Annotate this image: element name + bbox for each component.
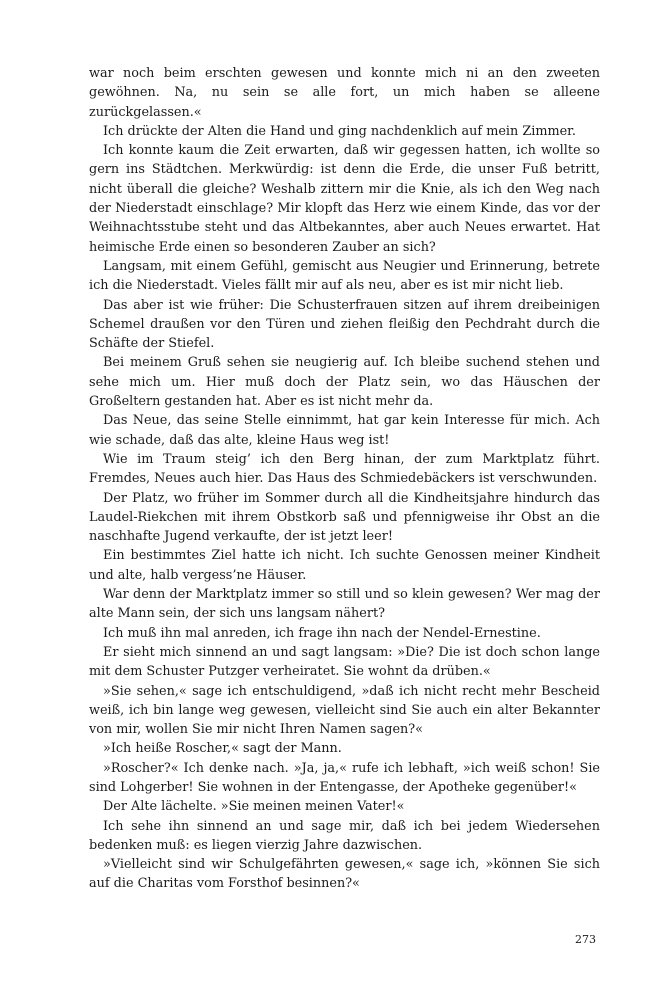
paragraph: »Vielleicht sind wir Schulgefährten gewesen,« sage ich, »können Sie sich auf die Charitas vom Forsthof besinnen?« bbox=[89, 857, 600, 892]
paragraph: Ich sehe ihn sinnend an und sage mir, daß ich bei jedem Wiedersehen bedenken muß: es liegen vierzig Jahre dazwischen. bbox=[89, 818, 600, 853]
paragraph: »Roscher?« Ich denke nach. »Ja, ja,« rufe ich lebhaft, »ich weiß schon! Sie sind Lohgerber! Sie wohnen in der Entengasse, der Apotheke gegenüber!« bbox=[89, 760, 600, 795]
paragraph: Ich muß ihn mal anreden, ich frage ihn nach der Nendel-Ernestine. bbox=[103, 625, 541, 641]
paragraph: Langsam, mit einem Gefühl, gemischt aus Neugier und Erinnerung, betrete ich die Niederstadt. Vieles fällt mir auf als neu, aber es ist mir nicht lieb. bbox=[89, 258, 600, 294]
paragraph: Er sieht mich sinnend an und sagt langsam: »Die? Die ist doch schon lange mit dem Schuster Putzger verheiratet. Sie wohnt da drüben.« bbox=[89, 644, 600, 680]
paragraph: Der Platz, wo früher im Sommer durch all die Kindheitsjahre hindurch das Laudel-Riekchen mit ihrem Obstkorb saß und pfennigweise ihr Obst an die naschhafte Jugend verkaufte, der ist jetzt leer! bbox=[89, 490, 600, 545]
paragraph: Ich drückte der Alten die Hand und ging nachdenklich auf mein Zimmer. bbox=[103, 123, 576, 139]
paragraph: Bei meinem Gruß sehen sie neugierig auf. Ich bleibe suchend stehen und sehe mich um. Hier muß doch der Platz sein, wo das Häuschen der Großeltern gestanden hat. Aber es ist nicht mehr da. bbox=[89, 355, 600, 410]
paragraph: »Ich heiße Roscher,« sagt der Mann. bbox=[103, 741, 342, 757]
paragraph: Das Neue, das seine Stelle einnimmt, hat gar kein Interesse für mich. Ach wie schade, daß das alte, kleine Haus weg ist! bbox=[89, 413, 600, 448]
paragraph: Ein bestimmtes Ziel hatte ich nicht. Ich suchte Genossen meiner Kindheit und alte, halb vergess’ne Häuser. bbox=[89, 548, 600, 583]
paragraph: War denn der Marktplatz immer so still und so klein gewesen? Wer mag der alte Mann sein, der sich uns langsam nähert? bbox=[89, 587, 600, 622]
paragraph: Der Alte lächelte. »Sie meinen meinen Vater!« bbox=[103, 799, 405, 815]
paragraph: »Sie sehen,« sage ich entschuldigend, »daß ich nicht recht mehr Bescheid weiß, ich bin lange weg gewesen, vielleicht sind Sie auch ein alter Bekannter von mir, wollen Sie mir nicht Ihren Namen sagen?« bbox=[89, 683, 600, 738]
paragraph: war noch beim erschten gewesen und konnte mich ni an den zweeten gewöhnen. Na, nu sein se alle fort, un mich haben se alleene zurückgelassen.« bbox=[89, 66, 600, 120]
paragraph: Ich konnte kaum die Zeit erwarten, daß wir gegessen hatten, ich wollte so gern ins Städtchen. Merkwürdig: ist denn die Erde, die unser Fuß betritt, nicht überall die gleiche? Weshalb zittern mir die Knie, als ich den Weg nach der Niederstadt einschlage? Mir klopft das Herz wie einem Kinde, das vor der Weihnachtsstube steht und das Altbekanntes, aber auch Neues erwartet. Hat heimische Erde einen so besonderen Zauber an sich? bbox=[89, 143, 600, 255]
paragraph: Wie im Traum steig’ ich den Berg hinan, der zum Marktplatz führt. Fremdes, Neues auch hier. Das Haus des Schmiedebäckers ist verschwunden. bbox=[89, 451, 600, 487]
body-text bbox=[89, 64, 600, 894]
paragraph: Das aber ist wie früher: Die Schusterfrauen sitzen auf ihrem dreibeinigen Schemel draußen vor den Türen und ziehen fleißig den Pechdraht durch die Schäfte der Stiefel. bbox=[89, 297, 600, 352]
page-number: 273 bbox=[575, 933, 596, 946]
